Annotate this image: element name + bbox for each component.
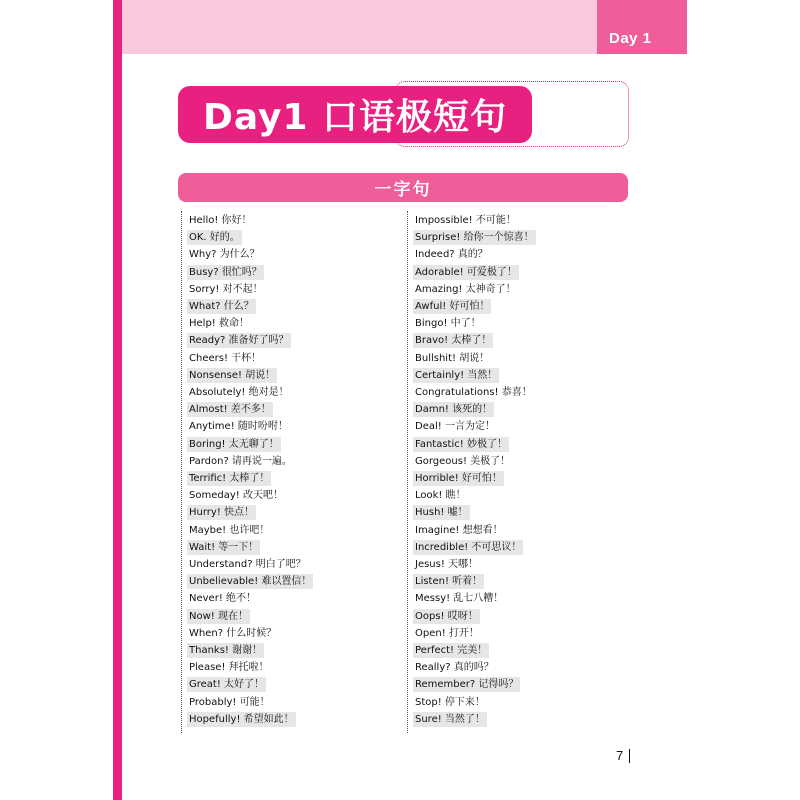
phrase-item: Deal! 一言为定！: [415, 421, 495, 433]
phrase-item: Awful! 好可怕！: [415, 301, 490, 312]
section-heading: 一字句: [178, 173, 628, 202]
phrase-item: OK. 好的。: [189, 232, 240, 244]
phrase-item: Almost! 差不多！: [189, 404, 271, 416]
phrase-item: Incredible! 不可思议！: [415, 541, 522, 553]
phrase-item: Bingo! 中了！: [415, 318, 481, 330]
phrase-item: Really? 真的吗？: [415, 662, 494, 674]
phrase-item: Never! 绝不！: [189, 593, 257, 605]
phrase-item: Remember? 记得吗？: [415, 679, 519, 691]
phrase-item: Understand? 明白了吧？: [189, 559, 306, 570]
phrase-item: Impossible! 不可能！: [415, 215, 516, 226]
phrase-item: Cheers! 干杯！: [189, 352, 262, 364]
phrase-item: Pardon? 请再说一遍。: [189, 455, 292, 467]
phrase-item: Sure! 当然了！: [415, 713, 485, 725]
phrase-item: Messy! 乱七八糟！: [415, 593, 504, 605]
phrase-item: Horrible! 好可怕！: [415, 473, 502, 484]
phrase-item: Gorgeous! 美极了！: [415, 455, 511, 467]
phrase-item: Terrific! 太棒了！: [189, 473, 270, 484]
phrase-item: Imagine! 想想看！: [415, 524, 503, 536]
phrase-item: Damn! 该死的！: [415, 404, 493, 416]
page-number-divider: [629, 749, 630, 763]
phrase-item: Oops! 哎呀！: [415, 610, 478, 622]
phrase-item: Hello! 你好！: [189, 215, 252, 226]
left-accent-bar: [113, 0, 122, 800]
phrase-item: Congratulations! 恭喜！: [415, 387, 532, 398]
phrase-item: Hurry! 快点！: [189, 507, 255, 519]
phrase-item: Fantastic! 妙极了！: [415, 438, 507, 450]
phrase-item: Hush! 嘘！: [415, 507, 468, 519]
phrase-item: Surprise! 给你一个惊喜！: [415, 232, 534, 244]
phrase-item: Sorry! 对不起！: [189, 283, 263, 295]
phrase-item: Certainly! 当然！: [415, 369, 498, 381]
phrase-item: Thanks! 谢谢！: [189, 645, 263, 656]
phrase-item: Bullshit! 胡说！: [415, 352, 490, 364]
phrase-item: Adorable! 可爱极了！: [415, 266, 517, 278]
page-title: Day1 口语极短句: [178, 86, 532, 143]
phrase-item: Bravo! 太棒了！: [415, 335, 492, 347]
phrase-item: Ready? 准备好了吗？: [189, 335, 289, 347]
phrase-item: What? 什么？: [189, 301, 254, 312]
page-number: 7: [616, 748, 624, 763]
phrase-item: Wait! 等一下！: [189, 541, 259, 553]
phrase-item: Help! 救命！: [189, 318, 249, 330]
phrase-item: Maybe! 也许吧！: [189, 524, 270, 536]
phrase-column-right: [407, 211, 631, 733]
phrase-item: Stop! 停下来！: [415, 696, 485, 708]
phrase-item: Someday! 改天吧！: [189, 490, 283, 502]
phrase-item: Amazing! 太神奇了！: [415, 283, 516, 295]
phrase-item: Busy? 很忙吗？: [189, 266, 262, 278]
day-tab: Day 1: [597, 0, 687, 54]
phrase-item: Listen! 听着！: [415, 576, 483, 588]
phrase-item: Perfect! 完美！: [415, 645, 488, 656]
phrase-item: Great! 太好了！: [189, 679, 265, 691]
phrase-column-left: [181, 211, 405, 733]
phrase-item: Boring! 太无聊了！: [189, 438, 279, 450]
phrase-item: Now! 现在！: [189, 610, 248, 622]
phrase-item: Nonsense! 胡说！: [189, 369, 276, 381]
phrase-item: Please! 拜托啦！: [189, 662, 269, 674]
phrase-item: Unbelievable! 难以置信！: [189, 576, 312, 588]
phrase-item: Open! 打开！: [415, 627, 479, 639]
phrase-item: When? 什么时候？: [189, 627, 277, 639]
phrase-item: Hopefully! 希望如此！: [189, 713, 294, 725]
phrase-item: Absolutely! 绝对是！: [189, 387, 289, 398]
phrase-item: Look! 瞧！: [415, 490, 466, 502]
phrase-item: Indeed? 真的？: [415, 249, 488, 261]
phrase-item: Why? 为什么？: [189, 249, 260, 261]
phrase-item: Jesus! 天哪！: [415, 559, 479, 570]
phrase-item: Probably! 可能！: [189, 696, 270, 708]
phrase-item: Anytime! 随时吩咐！: [189, 421, 288, 433]
